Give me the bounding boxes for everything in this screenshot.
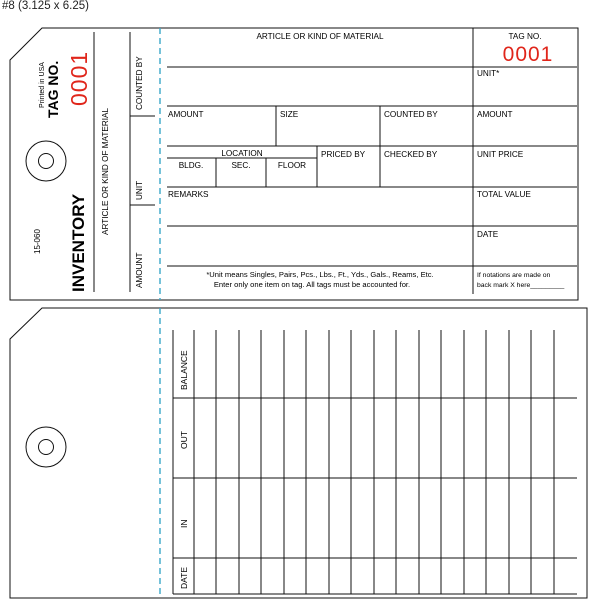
stub-printed-in: Printed in USA [39, 62, 46, 108]
stub-amount-label: AMOUNT [135, 252, 144, 288]
stub-counted-by-label: COUNTED BY [135, 56, 144, 110]
location-label: LOCATION [221, 149, 263, 158]
amount-right-label: AMOUNT [477, 110, 513, 119]
counted-by-label: COUNTED BY [384, 110, 438, 119]
footnote-line-2: Enter only one item on tag. All tags must be accounted for. [213, 280, 411, 289]
front-grommet-inner [39, 154, 54, 169]
priced-by-label: PRICED BY [321, 150, 366, 159]
out-label: OUT [179, 431, 189, 449]
article-label: ARTICLE OR KIND OF MATERIAL [256, 32, 384, 41]
bldg-label: BLDG. [178, 161, 204, 170]
stub-unit-label: UNIT [135, 180, 144, 200]
stub-article-label: ARTICLE OR KIND OF MATERIAL [101, 107, 110, 235]
in-label: IN [179, 519, 189, 528]
tag-number: 0001 [502, 43, 554, 66]
unit-star-label: UNIT* [477, 69, 500, 78]
floor-label: FLOOR [277, 161, 307, 170]
checked-by-label: CHECKED BY [384, 150, 438, 159]
tag-no-label: TAG NO. [508, 32, 542, 41]
back-grommet-inner [39, 440, 54, 455]
total-value-label: TOTAL VALUE [477, 190, 531, 199]
notation-line-2: back mark X here_________ [477, 282, 565, 289]
stub-tag-no-label: TAG NO. [45, 60, 61, 118]
sec-label: SEC. [231, 161, 251, 170]
notation-line-1: If notations are made on [477, 272, 551, 279]
back-tag-outline [10, 308, 587, 598]
size-label-field: SIZE [280, 110, 299, 119]
stub-form-number: 15-060 [33, 229, 42, 254]
amount-label: AMOUNT [168, 110, 204, 119]
date-label: DATE [477, 230, 499, 239]
ledger-date-label: DATE [179, 566, 189, 589]
stub-tag-number: 0001 [66, 50, 92, 106]
balance-label: BALANCE [179, 350, 189, 390]
remarks-label: REMARKS [168, 190, 209, 199]
footnote-line-1: *Unit means Singles, Pairs, Pcs., Lbs., Ft., Yds., Gals., Reams, Etc. [206, 270, 434, 279]
stub-inventory-label: INVENTORY [69, 193, 88, 292]
unit-price-label: UNIT PRICE [477, 150, 524, 159]
size-label: #8 (3.125 x 6.25) [2, 0, 89, 12]
